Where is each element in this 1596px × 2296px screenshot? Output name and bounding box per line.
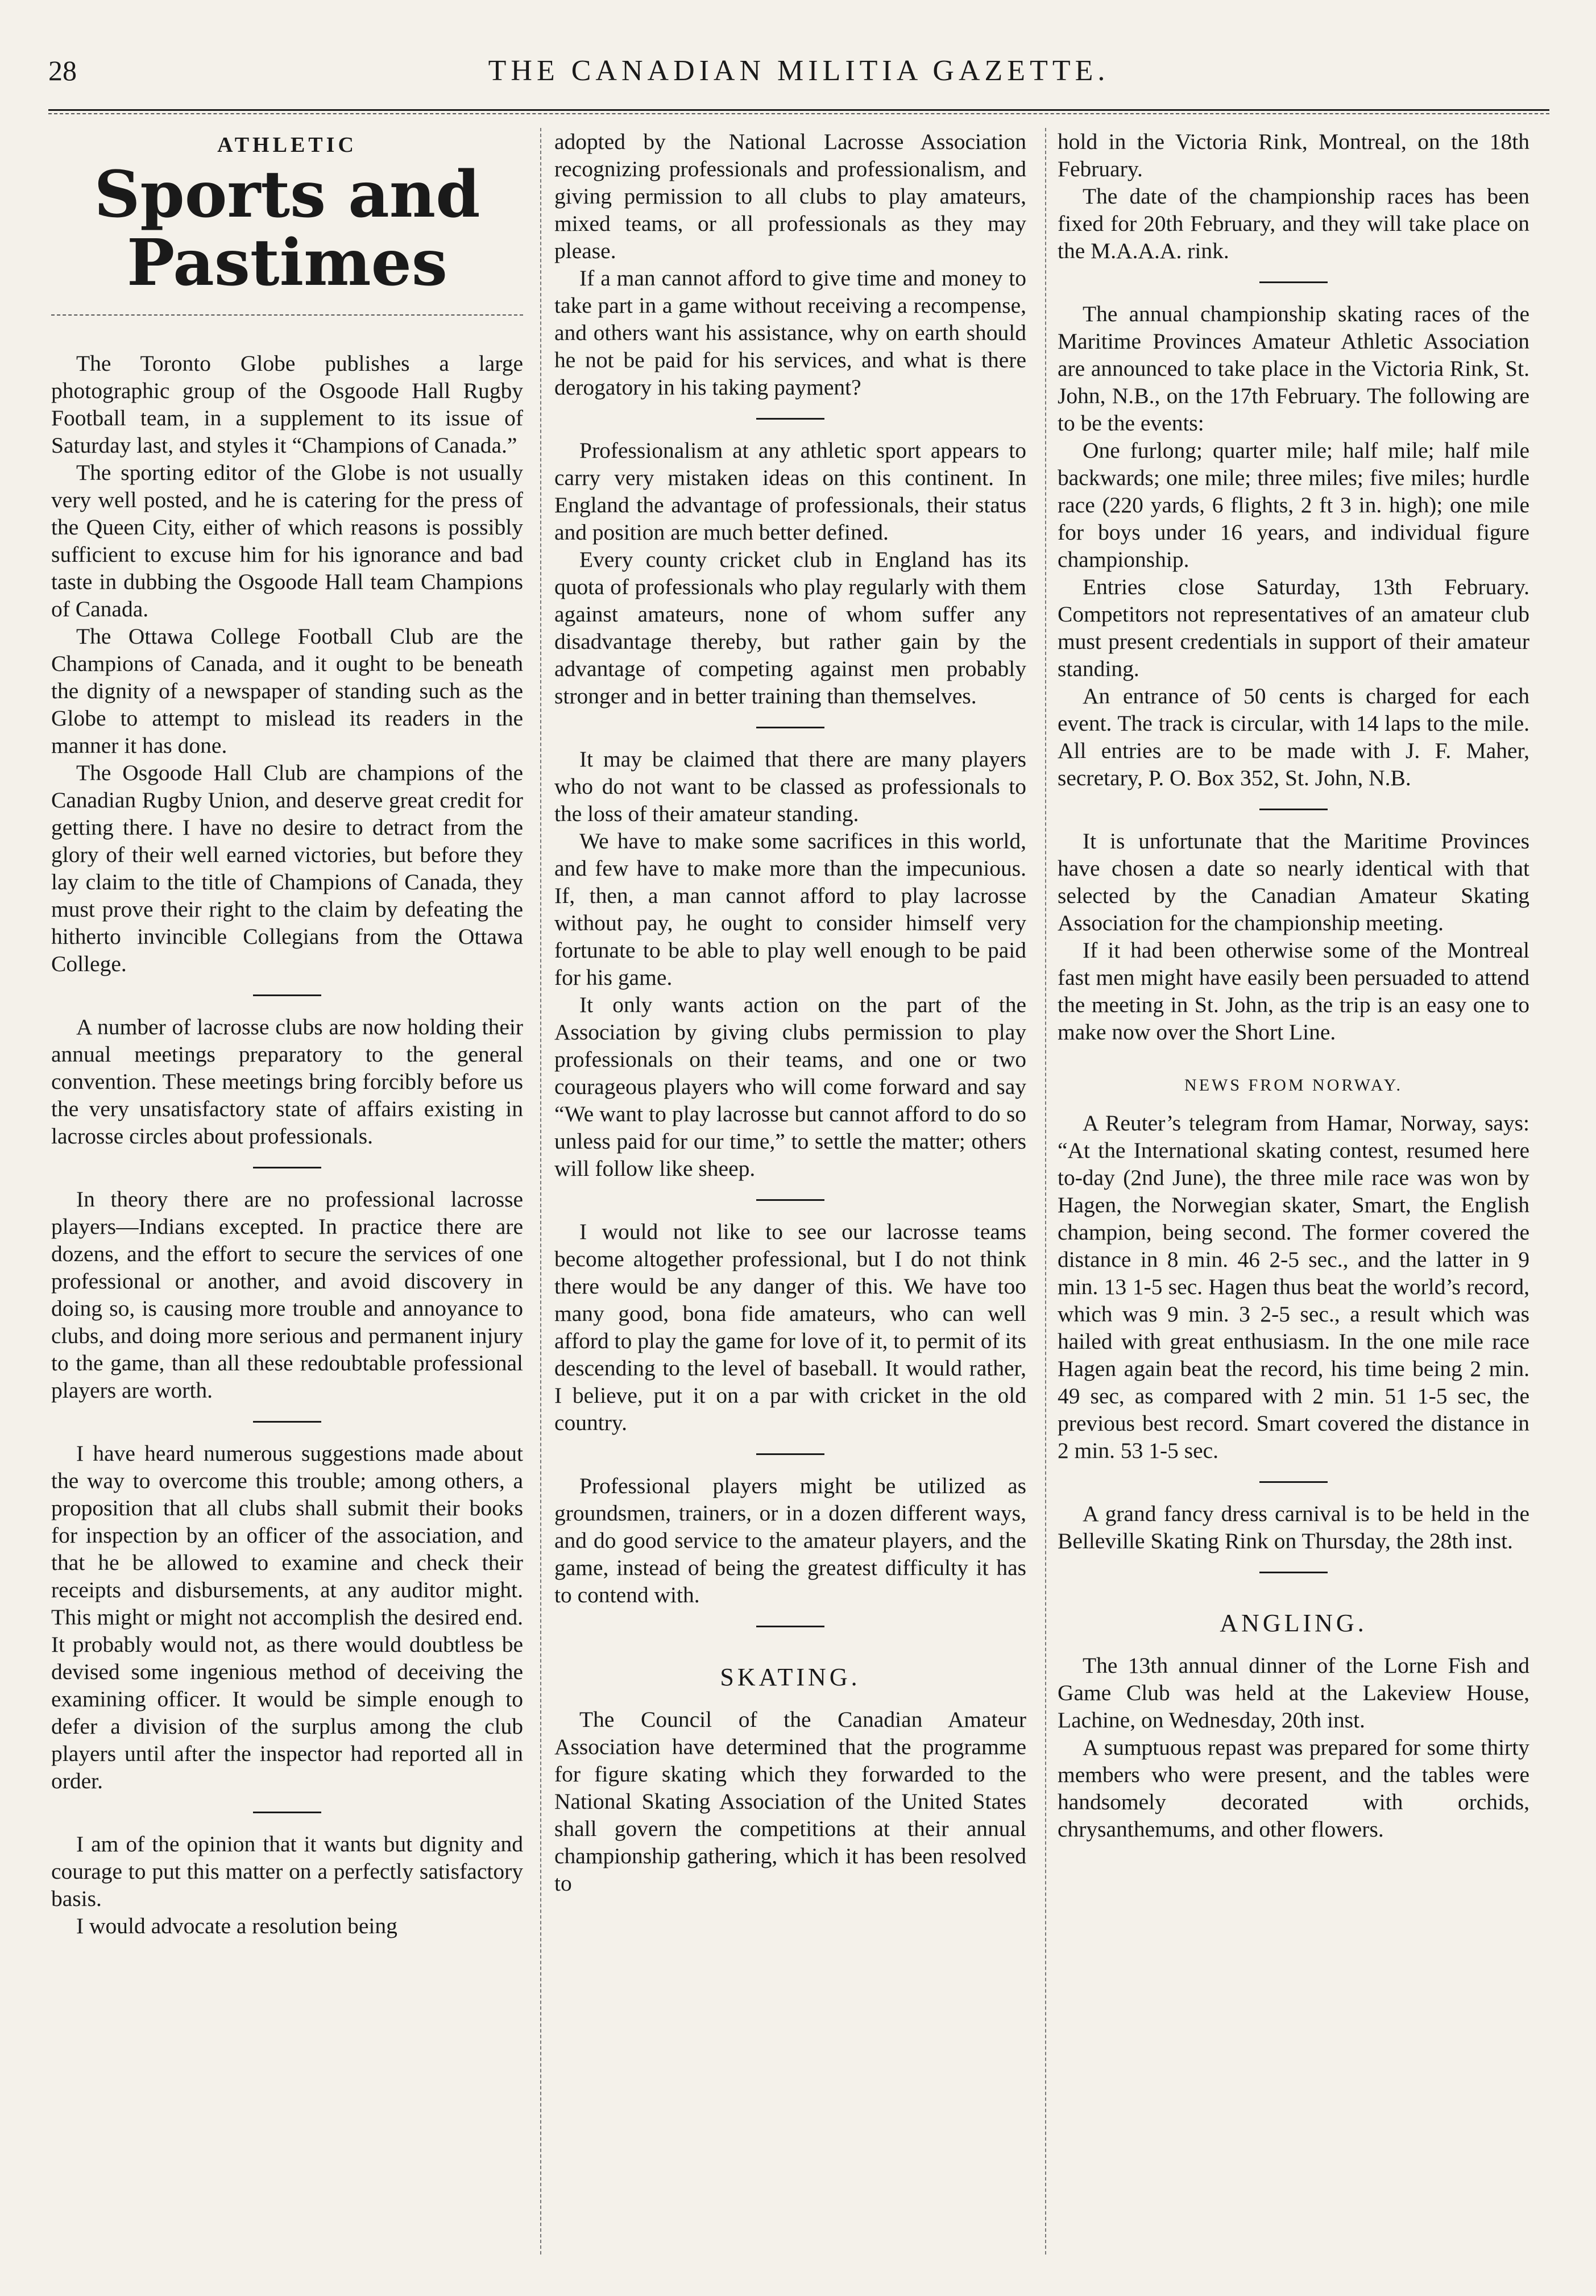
paragraph: We have to make some sacrifices in this world, and few have to make more than the impecunious. If, then, a man cannot afford to play lacrosse without pay, he ought to consider himself very fortunate to be able to play well enough to be paid for his game. xyxy=(554,828,1026,990)
separator-rule xyxy=(253,1167,321,1168)
paragraph: A number of lacrosse clubs are now holding their annual meetings preparatory to the general convention. These meetings bring forcibly before us the very unsatisfactory state of affairs existing in lacrosse circles about professionals. xyxy=(51,1014,523,1149)
section-title: Sports and Pastimes xyxy=(94,158,480,300)
paragraph: An entrance of 50 cents is charged for each event. The track is circular, with 14 laps to the mile. All entries are to be made with J. F. Maher, secretary, P. O. Box 352, St. John, N.B. xyxy=(1058,683,1529,790)
header-rule xyxy=(48,109,1549,114)
paragraph: The Council of the Canadian Amateur Association have determined that the programme for figure skating which they forwarded to the National Skating Association of the United States shall govern the competitions at their annual championship gathering, which it has been resolved to xyxy=(554,1707,1026,1896)
separator-rule xyxy=(1259,1481,1328,1483)
paragraph: A grand fancy dress carnival is to be held in the Belleville Skating Rink on Thursday, the 28th inst. xyxy=(1058,1501,1529,1553)
column-2 xyxy=(554,128,1026,2266)
separator-rule xyxy=(253,1421,321,1423)
separator-rule xyxy=(1259,281,1328,283)
separator-rule xyxy=(1259,809,1328,810)
paragraph: The Toronto Globe publishes a large photographic group of the Osgoode Hall Rugby Football team, in a supplement to its issue of Saturday last, and styles it “Champions of Canada.” xyxy=(51,351,523,458)
separator-rule xyxy=(756,1453,824,1455)
paragraph: The sporting editor of the Globe is not usually very well posted, and he is catering for the press of the Queen City, either of which reasons is possibly sufficient to excuse him for his ignorance and bad taste in dubbing the Osgoode Hall team Champions of Canada. xyxy=(51,460,523,621)
column-divider xyxy=(540,128,541,2254)
skating-heading: SKATING. xyxy=(720,1663,861,1691)
paragraph: hold in the Victoria Rink, Montreal, on the 18th February. xyxy=(1058,129,1529,181)
separator-rule xyxy=(253,994,321,996)
paragraph: The Osgoode Hall Club are champions of the Canadian Rugby Union, and deserve great credit for getting there. I have no desire to detract from the glory of their well earned victories, but before they lay claim to the title of Champions of Canada, they must prove their right to the claim by defeating the hitherto invincible Collegians from the Ottawa College. xyxy=(51,760,523,976)
separator-rule xyxy=(756,727,824,728)
column-3 xyxy=(1058,128,1529,2266)
paragraph: I would advocate a resolution being xyxy=(76,1913,397,1938)
paragraph: Professionalism at any athletic sport appears to carry very mistaken ideas on this continent. In England the advantage of professionals, their status and position are much better defined. xyxy=(554,438,1026,545)
page-header xyxy=(48,54,1549,105)
norway-heading: NEWS FROM NORWAY. xyxy=(1184,1076,1403,1095)
paragraph: I would not like to see our lacrosse teams become altogether professional, but I do not think there would be any danger of this. We have too many good, bona fide amateurs, who can well afford to play the game for love of it, to permit of its descending to the level of baseball. It would rather, I believe, put it on a par with cricket in the old country. xyxy=(554,1219,1026,1435)
separator-rule xyxy=(756,418,824,420)
paragraph: A Reuter’s telegram from Hamar, Norway, says: “At the International skating contest, resumed here to-day (2nd June), the three mile race was won by Hagen, the Norwegian skater, Smart, the English champion, being second. The former covered the distance in 8 min. 46 2-5 sec., and the latter in 9 min. 13 1-5 sec. Hagen thus beat the world’s record, which was 9 min. 3 2-5 sec., a result which was hailed with great enthusiasm. In the one mile race Hagen again beat the record, his time being 2 min. 49 sec, as compared with 2 min. 51 1-5 sec, the previous best record. Smart covered the distance in 2 min. 53 1-5 sec. xyxy=(1058,1110,1529,1463)
separator-rule xyxy=(253,1812,321,1813)
separator-rule xyxy=(756,1626,824,1627)
paragraph: The Ottawa College Football Club are the Champions of Canada, and it ought to be beneath the dignity of a newspaper of standing such as the Globe to attempt to mislead its readers in the manner it has done. xyxy=(51,624,523,758)
paragraph: In theory there are no professional lacrosse players—Indians excepted. In practice there are dozens, and the effort to secure the services of one professional or another, and avoid discovery in doing so, is causing more trouble and annoyance to clubs, and doing more serious and permanent injury to the game, than all these redoubtable professional players are worth. xyxy=(51,1187,523,1403)
paragraph: The annual championship skating races of the Maritime Provinces Amateur Athletic Association are announced to take place in the Victoria Rink, St. John, N.B., on the 17th February. The following are to be the events: xyxy=(1058,301,1529,436)
paragraph: It is unfortunate that the Maritime Provinces have chosen a date so nearly identical with that selected by the Canadian Amateur Skating Association for the championship meeting. xyxy=(1058,828,1529,935)
paragraph: Entries close Saturday, 13th February. Competitors not representatives of an amateur club must present credentials in support of their amateur standing. xyxy=(1058,574,1529,681)
angling-heading: ANGLING. xyxy=(1220,1609,1367,1637)
paragraph: Every county cricket club in England has its quota of professionals who play regularly with them against amateurs, none of whom suffer any disadvantage thereby, but rather gain by the advantage of competing against men probably stronger and in better training than themselves. xyxy=(554,547,1026,708)
paragraph: Professional players might be utilized as groundsmen, trainers, or in a dozen different ways, and do good service to the amateur players, and the game, instead of being the greatest difficulty it has to contend with. xyxy=(554,1473,1026,1607)
paragraph: I have heard numerous suggestions made about the way to overcome this trouble; among others, a proposition that all clubs shall submit their books for inspection by an officer of the association, and that he be allowed to examine and check their receipts and disbursements, at any auditor might. This might or might not accomplish the desired end. It probably would not, as there would doubtless be devised some ingenious method of deceiving the examining officer. It would be simple enough to defer a division of the surplus among the club players until after the inspector had reported all in order. xyxy=(51,1441,523,1793)
paragraph: It only wants action on the part of the Association by giving clubs permission to play professionals on their teams, and one or two courageous players who will come forward and say “We want to play lacrosse but cannot afford to do so unless paid for our time,” to settle the matter; others will follow like sheep. xyxy=(554,992,1026,1181)
masthead: THE CANADIAN MILITIA GAZETTE. xyxy=(488,55,1110,87)
paragraph: I am of the opinion that it wants but dignity and courage to put this matter on a perfectly satisfactory basis. xyxy=(51,1831,523,1911)
section-kicker: ATHLETIC xyxy=(217,133,357,157)
paragraph: If it had been otherwise some of the Montreal fast men might have easily been persuaded to attend the meeting in St. John, as the trip is an easy one to make now over the Short Line. xyxy=(1058,938,1529,1045)
paragraph: One furlong; quarter mile; half mile; half mile backwards; one mile; three miles; five miles; hurdle race (220 yards, 6 flights, 2 ft 3 in. high); one mile for boys under 16 years, and individual figure championship. xyxy=(1058,438,1529,572)
paragraph: It may be claimed that there are many players who do not want to be classed as professionals to the loss of their amateur standing. xyxy=(554,747,1026,826)
paragraph: adopted by the National Lacrosse Association recognizing professionals and professionalism, and giving permission to all clubs to play amateurs, mixed teams, or all professionals as they may please. xyxy=(554,129,1026,263)
column-divider xyxy=(1045,128,1046,2254)
page-number: 28 xyxy=(48,55,77,86)
separator-rule xyxy=(756,1199,824,1201)
title-rule xyxy=(51,314,523,329)
column-1 xyxy=(51,128,523,2266)
separator-rule xyxy=(1259,1572,1328,1573)
paragraph: If a man cannot afford to give time and money to take part in a game without receiving a recompense, and others want his assistance, why on earth should he not be paid for his services, and what is there derogatory in his taking payment? xyxy=(554,266,1026,400)
paragraph: The 13th annual dinner of the Lorne Fish and Game Club was held at the Lakeview House, Lachine, on Wednesday, 20th inst. xyxy=(1058,1653,1529,1733)
paragraph: A sumptuous repast was prepared for some thirty members who were present, and the tables were handsomely decorated with orchids, chrysanthemums, and other flowers. xyxy=(1058,1735,1529,1842)
paragraph: The date of the championship races has been fixed for 20th February, and they will take place on the M.A.A.A. rink. xyxy=(1058,184,1529,263)
